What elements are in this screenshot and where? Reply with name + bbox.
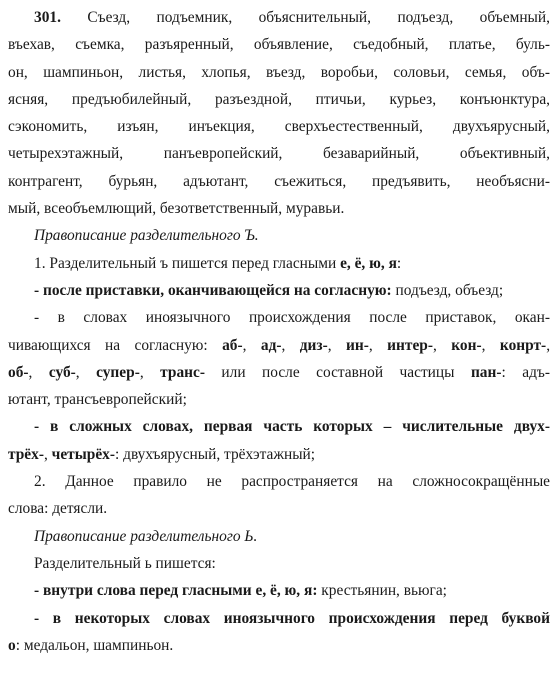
exercise-line-5: сэкономить, изъян, инъекция, сверхъестественный, двухъярусный, [8, 118, 550, 136]
rule-1-item-2-line-1: - в словах иноязычного происхождения после приставок, окан- [34, 309, 550, 327]
rule-1-item-2-line-2: чивающихся на согласную: аб-, ад-, диз-, ин-, интер-, кон-, конрт-, [8, 336, 550, 354]
rule-1: 1. Разделительный ъ пишется перед гласными е, ё, ю, я: [34, 254, 402, 272]
rule-1-item-2-line-3: об-, суб-, супер-, транс- или после составной частицы пан-: адъ- [8, 363, 550, 381]
rule-1-item-3-line-2: трёх-, четырёх-: двухъярусный, трёхэтажный; [8, 445, 316, 463]
soft-sign-intro: Разделительный ь пишется: [34, 554, 216, 572]
rule-1-item-1: - после приставки, оканчивающейся на согласную: подъезд, объезд; [34, 281, 504, 299]
exercise-line-3: он, шампиньон, листья, хлопья, въезд, воробьи, соловьи, семья, объ- [8, 63, 550, 81]
section-heading-soft-sign: Правописание разделительного Ь. [34, 527, 258, 545]
exercise-line-6: четырехэтажный, панъевропейский, безаварийный, объективный, [8, 145, 550, 163]
soft-sign-item-2-line-1: - в некоторых словах иноязычного происхождения перед буквой [34, 609, 550, 627]
exercise-number: 301. [34, 9, 61, 26]
exercise-line-7: контрагент, бурьян, адъютант, съежиться, предъявить, необъясни- [8, 172, 550, 190]
rule-2-line-2: слова: детясли. [8, 500, 108, 518]
exercise-line-8: мый, всеобъемлющий, безответственный, муравьи. [8, 200, 345, 218]
section-heading-hard-sign: Правописание разделительного Ъ. [34, 227, 259, 245]
rule-2-line-1: 2. Данное правило не распространяется на сложносокращённые [34, 473, 550, 491]
exercise-line-2: въехав, съемка, разъяренный, объявление, съедобный, платье, буль- [8, 36, 550, 54]
exercise-line-1: 301. Съезд, подъемник, объяснительный, подъезд, объемный, [34, 9, 550, 26]
exercise-line-4: ясняя, предъюбилейный, разъездной, птичьи, курьез, конъюнктура, [8, 90, 550, 108]
rule-1-item-2-line-4: ютант, трансъевропейский; [8, 391, 187, 409]
soft-sign-item-1: - внутри слова перед гласными е, ё, ю, я: крестьянин, вьюга; [34, 582, 447, 600]
rule-1-item-3-line-1: - в сложных словах, первая часть которых – числительные двух- [34, 418, 550, 436]
soft-sign-item-2-line-2: о: медальон, шампиньон. [8, 636, 174, 654]
